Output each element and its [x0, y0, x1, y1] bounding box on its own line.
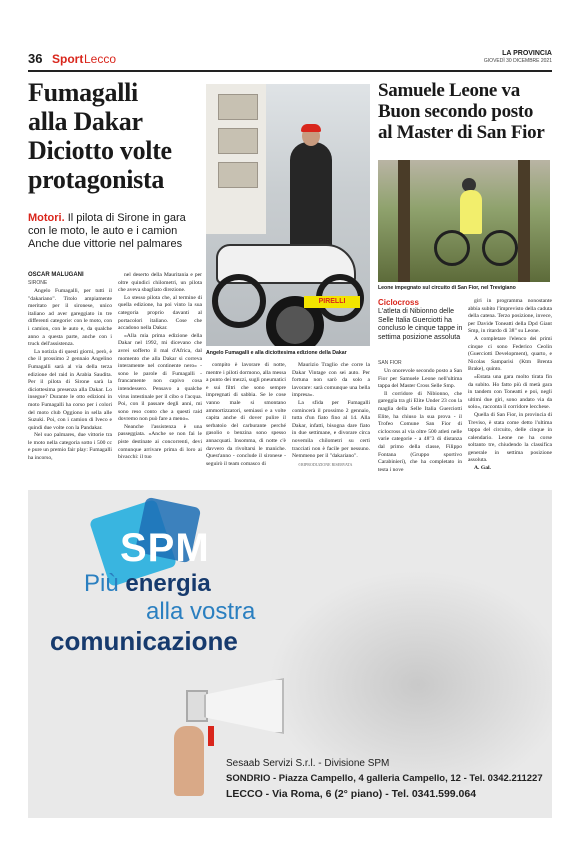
- photo-bike-wheel: [434, 230, 470, 266]
- spm-logo-text: SPM: [120, 526, 210, 570]
- paragraph: Il corridore di Nibionno, che gareggia tra gli Elite Under 23 con la maglia della Selle Italia Guerciotti Elite, ha chiuso la sua prova - il Trofeo Comune San Fior di ciclocross al via oltre 500 atleti nelle varie categorie - a 48"3 di distanza dal primo della classe, Filippo Fontana (Gruppo sportivo Carabinieri), che ha completato in testa i nove: [378, 390, 462, 473]
- paragraph: compito è lavorare di notte, mentre i piloti dormono, alla messa a punto dei mezzi, sugli pneumatici e sui filtri che sono sempre impregnati di sabbia. Se le cose vanno male si smontano ammortizzatori, semiassi e a volte capita anche di dover pulire il serbatoio del carburante perché gasolio o benzina sono spesso annacquati. Insomma, di notte c'è davvero da rivoltarsi le maniche. Quest'anno - conclude il sironese - seguirò il team comasco di: [206, 362, 286, 467]
- photo-poster: [218, 94, 258, 120]
- author-signature: A. Gal.: [474, 465, 491, 472]
- right-headline: [378, 80, 554, 143]
- photo-wheel: [212, 274, 266, 328]
- dateline: SIRONE: [28, 280, 48, 286]
- photo-person-cap: [301, 124, 321, 132]
- paragraph: Maurizio Traglio che corre la Dakar Vintage con sei auto. Per fortuna non sarò da solo a lavorare: sarà comunque una bella impresa».: [292, 362, 370, 399]
- megaphone-icon: [204, 678, 284, 734]
- pirelli-sign: PIRELLI: [304, 296, 360, 308]
- ad-tagline-3: comunicazione: [50, 626, 238, 656]
- paragraph: Quella di San Fior, in provincia di Treviso, è stata come detto l'ultima tappa del circuito, delle cinque in calendario. Leone ne ha corse soltanto tre, chiudendo la classifica generale in settima posizione assoluta.: [468, 411, 552, 464]
- right-kicker: Ciclocross: [378, 298, 419, 307]
- paragraph: La sfida per Fumagalli comincerà il prossimo 2 gennaio, tutta d'un fiato fino al 14. Alla Dakar, infatti, bisogna dare fiato in due settimane, e divorare circa novemila chilometri su certi tracciati non è facile per nessuno. Nemmeno per il "dakariano".: [292, 399, 370, 460]
- leone-photo: [378, 160, 550, 282]
- subsection-name: Lecco: [84, 52, 117, 66]
- paragraph: «Estata una gara molto tirata fin da subito. Ho fatto più di metà gara in tandem con Toneatti e poi, negli ultimi due giri, sono andato via da solo», racconta il corridore lecchese.: [468, 373, 552, 411]
- left-kicker: Motori.: [28, 212, 65, 224]
- paragraph: La notizia di questi giorni, però, è che il prossimo 2 gennaio Angelino Fumagalli sarà al via della terza edizione del raid in Arabia Saudita. Per il pilota di Sirone sarà la diciottesima presenza alla Dakar. Lo insegue? Durante le otto edizioni in moto Fumagalli ha corso per i colori del moto club Oggiono in sella alle Suzuki. Poi, con i camion di Iveco e quindi due volte con la Pandakar.: [28, 348, 112, 431]
- photo-poster: [218, 162, 258, 188]
- paragraph: A completare l'elenco dei primi cinque ci sono Federico Ceolin (Guerciotti Development), quarto, e Nicolas Samparisi (Ktm Brenta Brake), quinto.: [468, 335, 552, 373]
- ad-tagline-1: [84, 570, 211, 598]
- left-summary: [28, 212, 200, 251]
- paragraph: Nel suo palmares, due vittorie tra le moto nella categoria sotto i 500 cc e pure un premio fair play: Fumagalli ha incorso,: [28, 432, 112, 462]
- page-number: 36: [28, 51, 43, 66]
- headline-line: Diciotto volte: [28, 136, 172, 165]
- copyright-credit: ©RIPRODUZIONE RISERVATA: [298, 461, 353, 467]
- right-dateline: SAN FIOR: [378, 360, 402, 366]
- paragraph: Neanche l'assistenza è una passeggiata. «Anche se non fai le piste destinate ai concorrenti, devi comunque arrivare prima di loro ai bivacchi: il tuo: [118, 423, 202, 461]
- paragraph: Un onorevole secondo posto a San Fior per Samuele Leone nell'ultima tappa del Master Cross Selle Smp.: [378, 368, 462, 390]
- left-column-1: [28, 288, 112, 463]
- ad-tagline-2: alla vostra: [146, 598, 256, 625]
- left-summary-text: Il pilota di Sirone in gara con le moto, le auto e i camion Anche due vittorie nel palmares: [28, 212, 186, 250]
- ad-company: Sesaab Servizi S.r.l. - Divisione SPM: [226, 758, 390, 769]
- headline-line: Buon secondo posto: [378, 101, 534, 122]
- photo-poster: [218, 128, 258, 154]
- ad-tagline-word: Più: [84, 570, 119, 597]
- fumagalli-photo: [206, 84, 370, 346]
- section-name: Sport: [52, 52, 84, 66]
- paragraph: «Alla mia prima edizione della Dakar nel 1992, mi dicevano che avrei sofferto il mal d'Africa, dal momento che alla Dakar si correva interamente nel continente nero» - sono le parole di Fumagalli - francamente non capivo cosa intendessero. Pensavo a qualche virus intestinale per il cibo o l'acqua. Poi, con il passare degli anni, mi sono reso conto che a questi raid dovremo non può fare a meno».: [118, 332, 202, 423]
- right-column-1: [378, 368, 462, 474]
- right-photo-caption: Leone impegnato sul circuito di San Fior, nel Trevigiano: [378, 285, 516, 291]
- headline-line: al Master di San Fior: [378, 122, 545, 143]
- left-headline: [28, 78, 200, 194]
- megaphone-trigger-icon: [208, 726, 214, 746]
- byline: OSCAR MALUGANI: [28, 272, 84, 278]
- photo-rider: [460, 190, 482, 234]
- page-header: [28, 50, 552, 68]
- photo-tree: [398, 160, 410, 282]
- paragraph: giri in programma nonostante abbia subito l'imprevisto della caduta della catena. Terzo posizione, invece, per Davide Toneatti della Dpd Giant Smp, in ritardo di 38" su Leone.: [468, 298, 552, 335]
- paragraph: Angelo Fumagalli, per tutti il "dakariano". Titolo ampiamente meritato per il sironese, unico italiano ad aver gareggiato in tre differenti categorie: con le moto, con i camion, con le auto e, da qualche anno a questa parte, anche con i truck dell'assistenza.: [28, 288, 112, 348]
- headline-line: alla Dakar: [28, 107, 143, 136]
- issue-date: GIOVEDÌ 30 DICEMBRE 2021: [483, 58, 552, 64]
- masthead: LA PROVINCIA: [502, 50, 552, 57]
- hand-icon: [174, 726, 204, 796]
- right-summary: L'atleta di Nibionno delle Selle Italia Guerciotti ha concluso le cinque tappe in settima posizione assoluta: [378, 308, 463, 341]
- ad-address-lecco: LECCO - Via Roma, 6 (2° piano) - Tel. 0341.599.064: [226, 788, 477, 800]
- photo-bike-wheel: [482, 230, 518, 266]
- headline-line: Samuele Leone va: [378, 80, 520, 101]
- headline-line: Fumagalli: [28, 78, 138, 107]
- left-column-3: [206, 362, 286, 468]
- right-column-2: [468, 298, 552, 473]
- left-column-4: [292, 362, 370, 468]
- left-column-2: [118, 272, 202, 462]
- left-photo-caption: Angelo Fumagalli e alla diciottesima edizione della Dakar: [206, 350, 347, 356]
- spm-advertisement[interactable]: [28, 490, 552, 818]
- photo-tree: [518, 160, 530, 282]
- header-rule: [28, 70, 552, 72]
- paragraph: Lo stesso pilota che, al termine di quella edizione, ha poi vinto la sua categoria proprio davanti al portacolori italiano. Cose che accadono nella Dakar.: [118, 294, 202, 332]
- paragraph: nel deserto della Mauritania e per oltre quindici chilometri, un pilota che aveva sbagliato direzione.: [118, 272, 202, 294]
- ad-address-sondrio: SONDRIO - Piazza Campello, 4 galleria Campello, 12 - Tel. 0342.211227: [226, 773, 543, 784]
- ad-tagline-word: energia: [125, 570, 211, 597]
- headline-line: protagonista: [28, 165, 165, 194]
